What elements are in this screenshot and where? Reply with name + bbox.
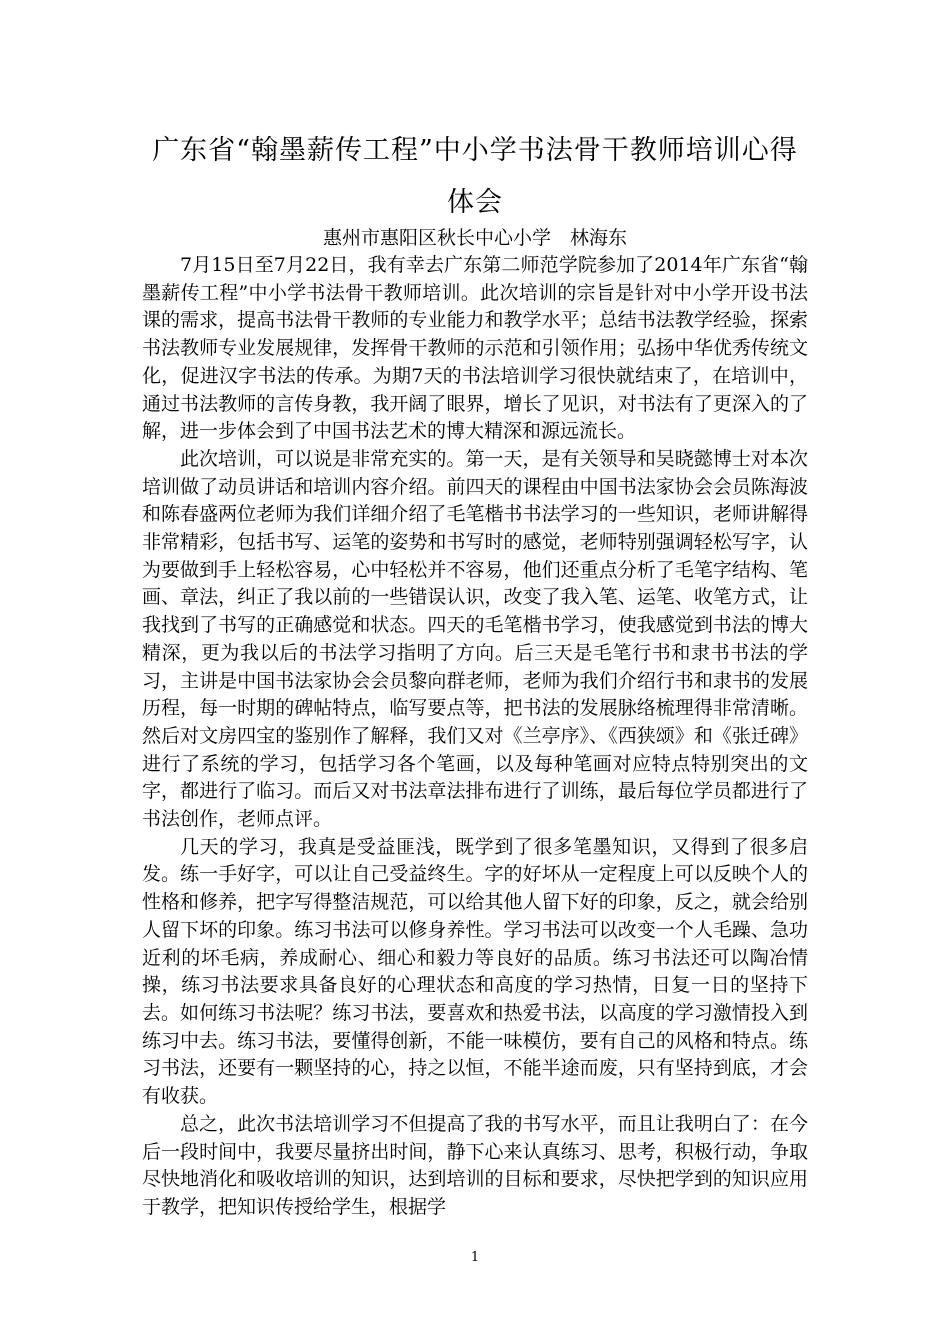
paragraph-4: 总之，此次书法培训学习不但提高了我的书写水平，而且让我明白了：在今后一段时间中，我要尽量挤出时间，静下心来认真练习、思考，积极行动，争取尽快地消化和吸收培训的知识，达到培训的目标和要求，尽快把学到的知识应用于教学，把知识传授给学生，根据学 <box>142 1112 808 1218</box>
document-title: 广东省“翰墨薪传工程”中小学书法骨干教师培训心得体会 <box>152 135 798 218</box>
paragraph-3: 几天的学习，我真是受益匪浅，既学到了很多笔墨知识，又得到了很多启发。练一手好字，可以让自己受益终生。字的好坏从一定程度上可以反映个人的性格和修养，把字写得整洁规范，可以给其他人留下好的印象，反之，就会给别人留下坏的印象。练习书法可以修身养性。学习书法可以改变一个人毛躁、急功近利的坏毛病，养成耐心、细心和毅力等良好的品质。练习书法还可以陶冶情操，练习书法要求具备良好的心理状态和高度的学习热情，日复一日的坚持下去。如何练习书法呢？练习书法，要喜欢和热爱书法，以高度的学习激情投入到练习中去。练习书法，要懂得创新，不能一味模仿，要有自己的风格和特点。练习书法，还要有一颗坚持的心，持之以恒，不能半途而废，只有坚持到底，才会有收获。 <box>142 835 808 1108</box>
paragraph-1: 7月15日至7月22日，我有幸去广东第二师范学院参加了2014年广东省“翰墨薪传工程”中小学书法骨干教师培训。此次培训的宗旨是针对中小学开设书法课的需求，提高书法骨干教师的专业能力和教学水平；总结书法教学经验，探索书法教师专业发展规律，发挥骨干教师的示范和引领作用；弘扬中华优秀传统文化，促进汉字书法的传承。为期7天的书法培训学习很快就结束了，在培训中，通过书法教师的言传身教，我开阔了眼界，增长了见识，对书法有了更深入的了解，进一步体会到了中国书法艺术的博大精深和源远流长。 <box>142 254 808 443</box>
document-body <box>142 252 808 1222</box>
author-line: 惠州市惠阳区秋长中心小学 林海东 <box>322 227 627 249</box>
page-number: 1 <box>470 1250 480 1265</box>
paragraph-2: 此次培训，可以说是非常充实的。第一天，是有关领导和吴晓懿博士对本次培训做了动员讲话和培训内容介绍。前四天的课程由中国书法家协会会员陈海波和陈春盛两位老师为我们详细介绍了毛笔楷书书法学习的一些知识，老师讲解得非常精彩，包括书写、运笔的姿势和书写时的感觉，老师特别强调轻松写字，认为要做到手上轻松容易，心中轻松并不容易，他们还重点分析了毛笔字结构、笔画、章法，纠正了我以前的一些错误认识，改变了我入笔、运笔、收笔方式，让我找到了书写的正确感觉和状态。四天的毛笔楷书学习，使我感觉到书法的博大精深，更为我以后的书法学习指明了方向。后三天是毛笔行书和隶书书法的学习，主讲是中国书法家协会会员黎向群老师，老师为我们介绍行书和隶书的发展历程，每一时期的碑帖特点，临写要点等，把书法的发展脉络梳理得非常清晰。然后对文房四宝的鉴别作了解释，我们又对《兰亭序》、《西狭颂》和《张迁碑》进行了系统的学习，包括学习各个笔画，以及每种笔画对应特点特别突出的文字，都进行了临习。而后又对书法章法排布进行了训练，最后每位学员都进行了书法创作，老师点评。 <box>142 447 808 831</box>
